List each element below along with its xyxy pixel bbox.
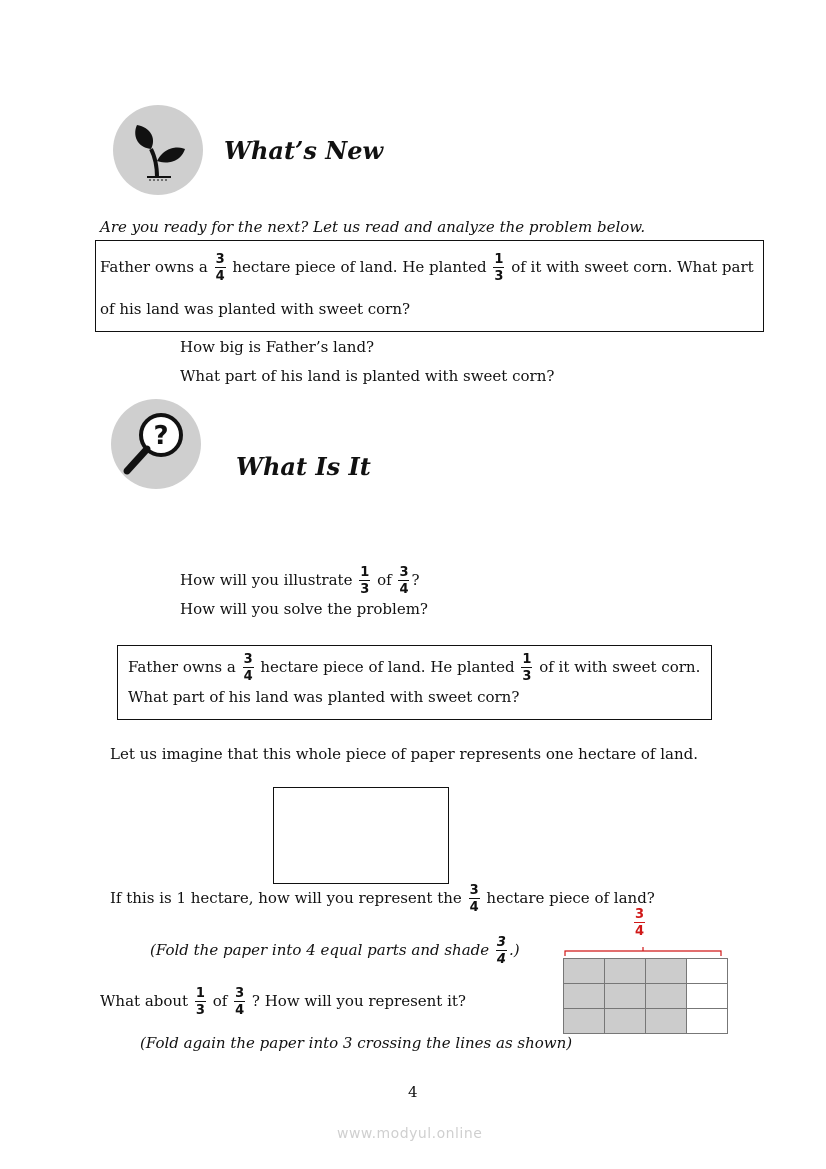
fraction-one-third: $\frac{1}{3}$ [360, 565, 370, 597]
intro-text: Are you ready for the next? Let us read and analyze the problem below. [100, 218, 646, 236]
fraction-one-third: $\frac{1}{3}$ [494, 252, 504, 284]
what-about-question: What about $\frac{1}{3}$ of $\frac{3}{4}$ ? How will you represent it? [100, 986, 466, 1018]
fraction-one-third: $\frac{1}{3}$ [195, 986, 205, 1018]
question-illustrate: How will you illustrate $\frac{1}{3}$ of $\frac{3}{4}$ ? [180, 565, 420, 597]
fraction-three-quarters: $\frac{3}{4}$ [496, 935, 506, 967]
brace-label: $\frac{3}{4}$ [635, 907, 645, 939]
grid-cell [604, 1008, 646, 1034]
fraction-grid [563, 958, 727, 1033]
fraction-three-quarters: $\frac{3}{4}$ [469, 883, 479, 915]
fold-instruction-2: (Fold again the paper into 3 crossing the lines as shown) [140, 1034, 573, 1052]
problem-box-2 [117, 645, 712, 720]
question-solve: How will you solve the problem? [180, 600, 428, 618]
fraction-one-third: $\frac{1}{3}$ [522, 652, 532, 684]
seedling-icon-circle [113, 105, 203, 195]
question-land-size: How big is Father’s land? [180, 338, 375, 356]
fraction-three-quarters: $\frac{3}{4}$ [399, 565, 409, 597]
section-heading-what-is-it: What Is It [236, 452, 371, 481]
brace-bracket [562, 944, 724, 958]
problem-box-1 [95, 240, 764, 332]
fraction-three-quarters: $\frac{3}{4}$ [235, 986, 245, 1018]
magnifier-question-icon [111, 399, 201, 489]
fold-instruction-1: (Fold the paper into 4 equal parts and shade $\frac{3}{4}$ .) [150, 935, 520, 967]
problem-1-line-2: of his land was planted with sweet corn? [100, 300, 411, 318]
grid-cell [563, 983, 605, 1009]
page-number: 4 [408, 1083, 418, 1101]
problem-2-line-1: Father owns a $\frac{3}{4}$ hectare piece of land. He planted $\frac{1}{3}$ of it with sweet corn. [128, 652, 701, 684]
grid-cell [645, 983, 687, 1009]
problem-1-line-1: Father owns a $\frac{3}{4}$ hectare piece of land. He planted $\frac{1}{3}$ of it with sweet corn. What part [100, 252, 754, 284]
grid-cell [563, 958, 605, 984]
fraction-three-quarters: $\frac{3}{4}$ [215, 252, 225, 284]
grid-cell [604, 983, 646, 1009]
section-heading-whats-new: What’s New [224, 136, 384, 165]
problem-2-line-2: What part of his land was planted with sweet corn? [128, 688, 520, 706]
grid-cell [604, 958, 646, 984]
represent-question: If this is 1 hectare, how will you represent the $\frac{3}{4}$ hectare piece of land? [110, 883, 655, 915]
grid-cell [645, 1008, 687, 1034]
grid-cell [686, 983, 728, 1009]
watermark: www.modyul.online [337, 1126, 483, 1142]
question-planted-part: What part of his land is planted with sweet corn? [180, 367, 555, 385]
seedling-icon [113, 105, 203, 195]
imagine-text: Let us imagine that this whole piece of paper represents one hectare of land. [110, 745, 699, 763]
grid-cell [686, 1008, 728, 1034]
fraction-three-quarters: $\frac{3}{4}$ [243, 652, 253, 684]
magnifier-icon-circle [111, 399, 201, 489]
grid-cell [645, 958, 687, 984]
grid-cell [686, 958, 728, 984]
svg-text:?: ? [153, 421, 169, 451]
paper-rectangle [273, 787, 449, 884]
grid-cell [563, 1008, 605, 1034]
